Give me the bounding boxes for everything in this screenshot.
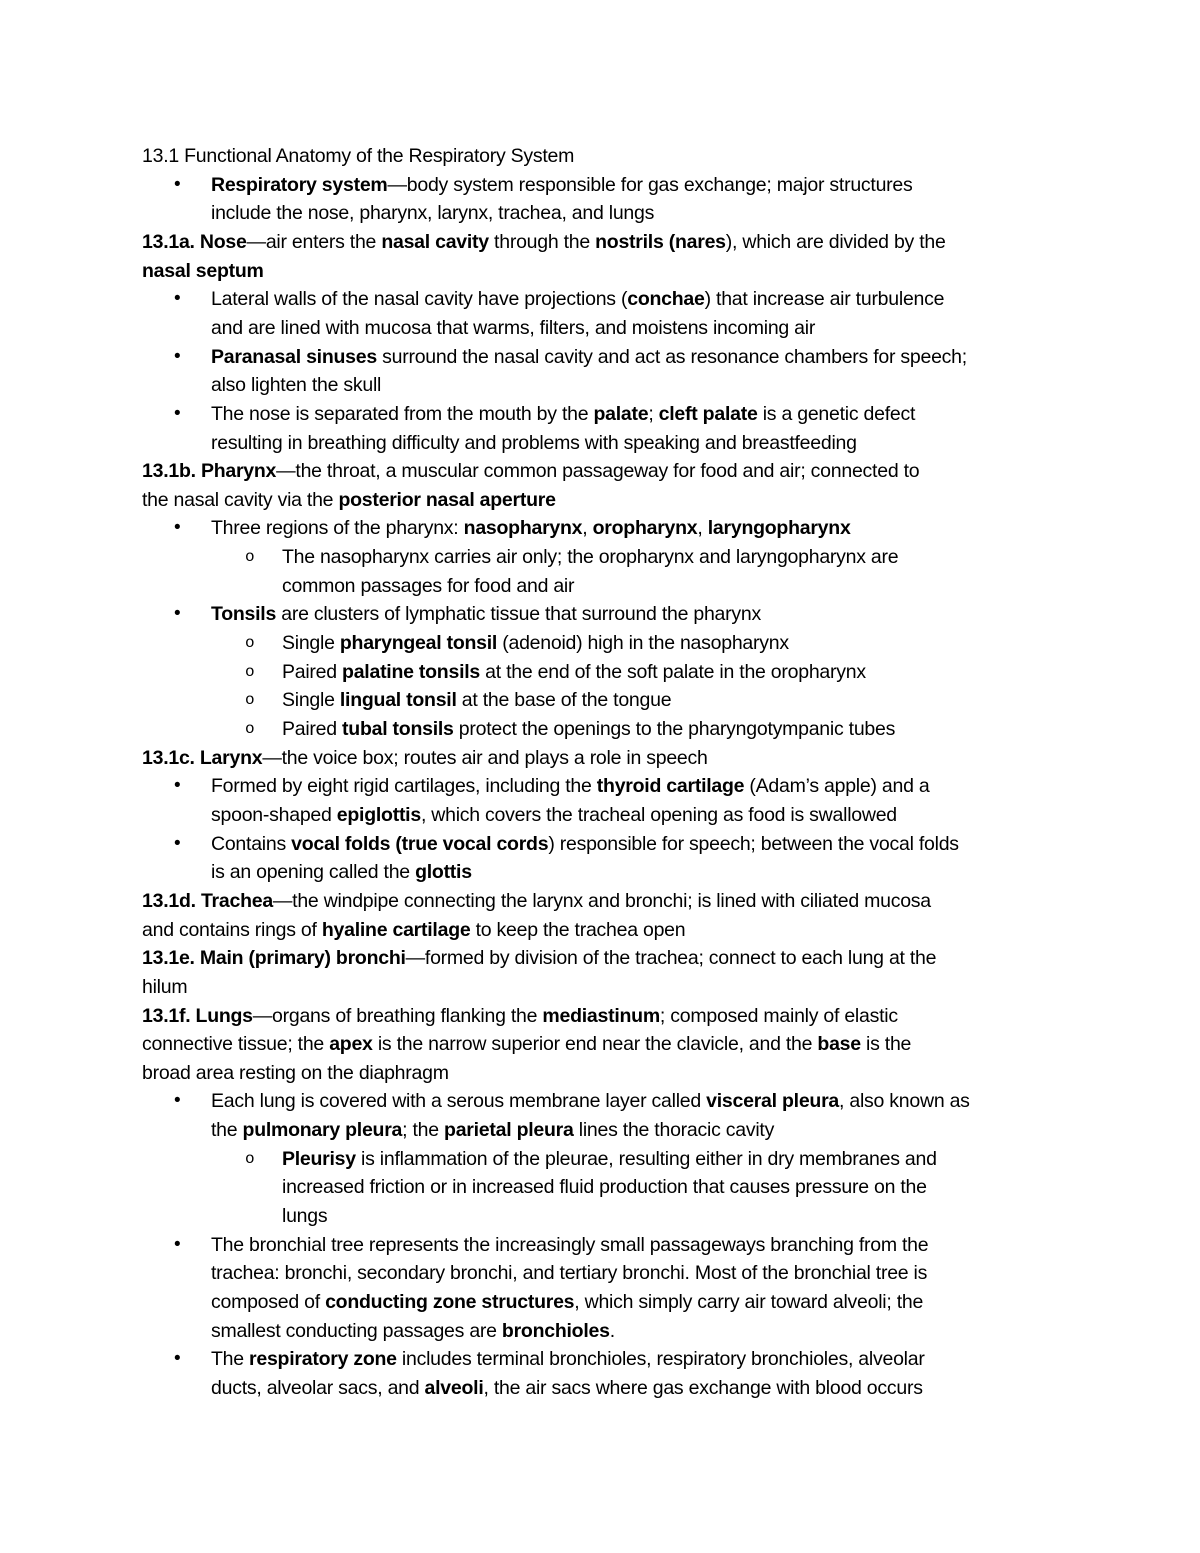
bold-term: 13.1b. Pharynx bbox=[142, 460, 277, 483]
bullet-item bbox=[211, 285, 944, 313]
text-segment: ; bbox=[648, 402, 659, 425]
text-line bbox=[211, 371, 381, 399]
text-segment: Lateral walls of the nasal cavity have projections ( bbox=[211, 288, 628, 311]
text-segment: lungs bbox=[282, 1205, 328, 1228]
bold-term: epiglottis bbox=[336, 803, 421, 826]
bold-term: thyroid cartilage bbox=[596, 775, 745, 798]
bold-term: Pleurisy bbox=[282, 1147, 356, 1170]
text-segment: ), which are divided by the bbox=[725, 230, 946, 253]
text-segment: 13.1 Functional Anatomy of the Respiratory System bbox=[142, 145, 575, 167]
bold-term: nasal septum bbox=[142, 259, 264, 282]
text-segment: and contains rings of bbox=[142, 918, 322, 941]
bold-term: 13.1c. Larynx bbox=[142, 746, 263, 769]
bullet-marker: • bbox=[174, 288, 181, 310]
text-segment: are clusters of lymphatic tissue that surround the pharynx bbox=[276, 603, 761, 626]
sub-bullet-item bbox=[282, 1145, 937, 1173]
bullet-marker: • bbox=[174, 173, 181, 195]
bold-term: 13.1f. Lungs bbox=[142, 1004, 253, 1027]
bold-term: mediastinum bbox=[542, 1004, 660, 1027]
text-segment: , which covers the tracheal opening as food is swallowed bbox=[420, 803, 897, 826]
sub-bullet-marker: o bbox=[245, 1149, 255, 1168]
text-segment: Three regions of the pharynx: bbox=[211, 517, 464, 540]
text-segment: Single bbox=[282, 689, 340, 712]
text-segment: trachea: bronchi, secondary bronchi, and tertiary bronchi. Most of the bronchial tree is bbox=[211, 1262, 928, 1285]
bullet-marker: • bbox=[174, 1090, 181, 1112]
text-segment: Formed by eight rigid cartilages, including the bbox=[211, 775, 597, 798]
bold-term: apex bbox=[329, 1033, 373, 1056]
text-segment: The bbox=[211, 1348, 250, 1371]
sub-bullet-item bbox=[282, 543, 898, 571]
bullet-item bbox=[211, 1231, 928, 1259]
bullet-item bbox=[211, 400, 915, 428]
text-segment: also lighten the skull bbox=[211, 374, 382, 397]
bold-term: 13.1e. Main (primary) bronchi bbox=[142, 947, 406, 970]
text-line bbox=[142, 1002, 898, 1030]
bold-term: conchae bbox=[627, 288, 705, 311]
text-segment: the bbox=[211, 1119, 243, 1142]
bold-term: pharyngeal tonsil bbox=[339, 632, 498, 655]
text-segment: —the throat, a muscular common passageway for food and air; connected to bbox=[276, 460, 920, 483]
bold-term: Paranasal sinuses bbox=[211, 345, 377, 368]
text-segment: ) that increase air turbulence bbox=[704, 288, 945, 311]
text-segment: composed of bbox=[211, 1291, 326, 1313]
text-line bbox=[282, 1202, 327, 1230]
sub-bullet-item bbox=[282, 658, 866, 686]
sub-bullet-marker: o bbox=[245, 691, 255, 710]
bullet-item bbox=[211, 600, 761, 628]
text-segment: common passages for food and air bbox=[282, 574, 575, 597]
text-line bbox=[211, 1259, 927, 1287]
text-segment: —the voice box; routes air and plays a role in speech bbox=[262, 746, 708, 769]
text-segment: hilum bbox=[142, 975, 188, 998]
bullet-marker: • bbox=[174, 402, 181, 424]
bold-term: vocal folds (true vocal cords bbox=[291, 832, 549, 855]
text-line bbox=[211, 1288, 923, 1316]
text-segment: —body system responsible for gas exchange; major structures bbox=[387, 173, 913, 196]
text-segment: ) responsible for speech; between the vocal folds bbox=[548, 832, 959, 855]
bold-term: palate bbox=[593, 402, 649, 425]
bullet-item bbox=[211, 1087, 970, 1115]
text-segment: , also known as bbox=[839, 1090, 970, 1113]
text-segment: connective tissue; the bbox=[142, 1033, 330, 1056]
bullet-item bbox=[211, 343, 967, 371]
bold-term: hyaline cartilage bbox=[321, 918, 471, 941]
text-segment: , the air sacs where gas exchange with blood occurs bbox=[483, 1376, 923, 1399]
bold-term: Tonsils bbox=[211, 603, 277, 626]
text-segment: is the narrow superior end near the clavicle, and the bbox=[372, 1033, 818, 1056]
text-segment: —the windpipe connecting the larynx and bronchi; is lined with ciliated mucosa bbox=[272, 889, 931, 912]
bold-term: conducting zone structures bbox=[325, 1291, 575, 1313]
bullet-marker: • bbox=[174, 1348, 181, 1370]
text-segment: Contains bbox=[211, 832, 292, 855]
bold-term: parietal pleura bbox=[444, 1119, 574, 1142]
text-line bbox=[211, 1116, 774, 1144]
bullet-marker: • bbox=[174, 832, 181, 854]
text-line bbox=[142, 916, 685, 944]
bold-term: bronchioles bbox=[501, 1319, 610, 1342]
text-segment: resulting in breathing difficulty and problems with speaking and breastfeeding bbox=[211, 431, 857, 454]
bullet-item bbox=[211, 772, 929, 800]
bold-term: nasal cavity bbox=[381, 230, 489, 253]
text-segment: Paired bbox=[282, 660, 343, 683]
sub-bullet-item bbox=[282, 715, 895, 743]
sub-bullet-marker: o bbox=[245, 548, 255, 567]
sub-bullet-marker: o bbox=[245, 662, 255, 681]
text-line bbox=[211, 1374, 923, 1402]
text-line bbox=[142, 973, 187, 1001]
text-segment: include the nose, pharynx, larynx, trachea, and lungs bbox=[211, 202, 655, 225]
bold-term: Respiratory system bbox=[211, 173, 388, 196]
bold-term: lingual tonsil bbox=[339, 689, 457, 712]
bold-term: laryngopharynx bbox=[707, 517, 851, 540]
bullet-item bbox=[211, 514, 851, 542]
bold-term: palatine tonsils bbox=[342, 660, 480, 683]
bold-term: respiratory zone bbox=[249, 1348, 397, 1371]
bold-term: cleft palate bbox=[658, 402, 758, 425]
text-segment: is a genetic defect bbox=[757, 402, 916, 425]
text-line bbox=[282, 572, 574, 600]
text-line bbox=[142, 457, 919, 485]
text-line bbox=[142, 486, 556, 514]
text-line bbox=[211, 1317, 615, 1345]
text-line bbox=[211, 858, 472, 886]
text-segment: , which simply carry air toward alveoli; the bbox=[574, 1291, 924, 1313]
bullet-marker: • bbox=[174, 345, 181, 367]
text-line bbox=[142, 744, 708, 772]
bold-term: visceral pleura bbox=[706, 1090, 840, 1113]
text-segment: is an opening called the bbox=[211, 861, 416, 884]
bullet-marker: • bbox=[174, 775, 181, 797]
bold-term: nostrils (nares bbox=[595, 230, 726, 253]
text-line bbox=[211, 314, 815, 342]
bold-term: oropharynx bbox=[592, 517, 698, 540]
bold-term: nasopharynx bbox=[463, 517, 583, 540]
text-segment: through the bbox=[488, 230, 596, 253]
text-segment: The bronchial tree represents the increasingly small passageways branching from the bbox=[211, 1233, 929, 1256]
text-line bbox=[211, 429, 857, 457]
bold-term: tubal tonsils bbox=[342, 718, 454, 740]
text-segment: The nasopharynx carries air only; the oropharynx and laryngopharynx are bbox=[282, 546, 899, 569]
text-segment: . bbox=[609, 1319, 615, 1342]
text-segment: —organs of breathing flanking the bbox=[252, 1004, 543, 1027]
text-segment: is inflammation of the pleurae, resulting either in dry membranes and bbox=[355, 1147, 937, 1170]
text-segment: Paired bbox=[282, 718, 343, 740]
text-segment: Each lung is covered with a serous membrane layer called bbox=[211, 1090, 707, 1113]
bold-term: 13.1d. Trachea bbox=[142, 889, 273, 912]
text-line bbox=[142, 228, 946, 256]
text-line bbox=[211, 199, 654, 227]
text-segment: protect the openings to the pharyngotympanic tubes bbox=[453, 718, 896, 740]
bold-term: pulmonary pleura bbox=[242, 1119, 403, 1142]
text-line bbox=[142, 142, 574, 170]
text-segment: ; the bbox=[402, 1119, 445, 1142]
bullet-item bbox=[211, 1345, 925, 1373]
bold-term: alveoli bbox=[424, 1376, 484, 1399]
text-line bbox=[211, 801, 897, 829]
bullet-item bbox=[211, 171, 913, 199]
text-segment: (adenoid) high in the nasopharynx bbox=[497, 632, 789, 655]
text-segment: spoon-shaped bbox=[211, 803, 337, 826]
text-segment: surround the nasal cavity and act as resonance chambers for speech; bbox=[376, 345, 967, 368]
text-segment: the nasal cavity via the bbox=[142, 488, 339, 511]
sub-bullet-item bbox=[282, 686, 671, 714]
text-segment: increased friction or in increased fluid production that causes pressure on the bbox=[282, 1176, 927, 1199]
bullet-marker: • bbox=[174, 603, 181, 625]
bold-term: base bbox=[817, 1033, 861, 1056]
sub-bullet-marker: o bbox=[245, 634, 255, 653]
text-segment: lines the thoracic cavity bbox=[573, 1119, 775, 1142]
sub-bullet-item bbox=[282, 629, 789, 657]
text-line bbox=[142, 1059, 449, 1087]
text-segment: ducts, alveolar sacs, and bbox=[211, 1376, 425, 1399]
text-segment: broad area resting on the diaphragm bbox=[142, 1061, 449, 1084]
text-segment: ; composed mainly of elastic bbox=[659, 1004, 898, 1027]
text-segment: , bbox=[582, 517, 593, 540]
text-segment: and are lined with mucosa that warms, filters, and moistens incoming air bbox=[211, 316, 816, 339]
text-line bbox=[142, 887, 931, 915]
text-segment: —formed by division of the trachea; connect to each lung at the bbox=[405, 947, 937, 970]
text-segment: includes terminal bronchioles, respiratory bronchioles, alveolar bbox=[396, 1348, 925, 1371]
text-line bbox=[142, 944, 936, 972]
text-segment: to keep the trachea open bbox=[470, 918, 686, 941]
text-segment: —air enters the bbox=[246, 230, 382, 253]
bullet-marker: • bbox=[174, 517, 181, 539]
text-segment: The nose is separated from the mouth by the bbox=[211, 402, 594, 425]
text-segment: is the bbox=[860, 1033, 912, 1056]
text-line bbox=[142, 1030, 911, 1058]
bullet-item bbox=[211, 830, 959, 858]
text-segment: smallest conducting passages are bbox=[211, 1319, 502, 1342]
text-segment: at the base of the tongue bbox=[456, 689, 672, 712]
text-segment: at the end of the soft palate in the oropharynx bbox=[480, 660, 866, 683]
bullet-marker: • bbox=[174, 1233, 181, 1255]
text-segment: , bbox=[697, 517, 708, 540]
text-line bbox=[282, 1173, 927, 1201]
bold-term: glottis bbox=[415, 861, 472, 884]
sub-bullet-marker: o bbox=[245, 720, 255, 738]
text-line bbox=[142, 257, 264, 285]
bold-term: posterior nasal aperture bbox=[338, 488, 556, 511]
bold-term: 13.1a. Nose bbox=[142, 230, 247, 253]
text-segment: (Adam’s apple) and a bbox=[744, 775, 930, 798]
text-segment: Single bbox=[282, 632, 340, 655]
